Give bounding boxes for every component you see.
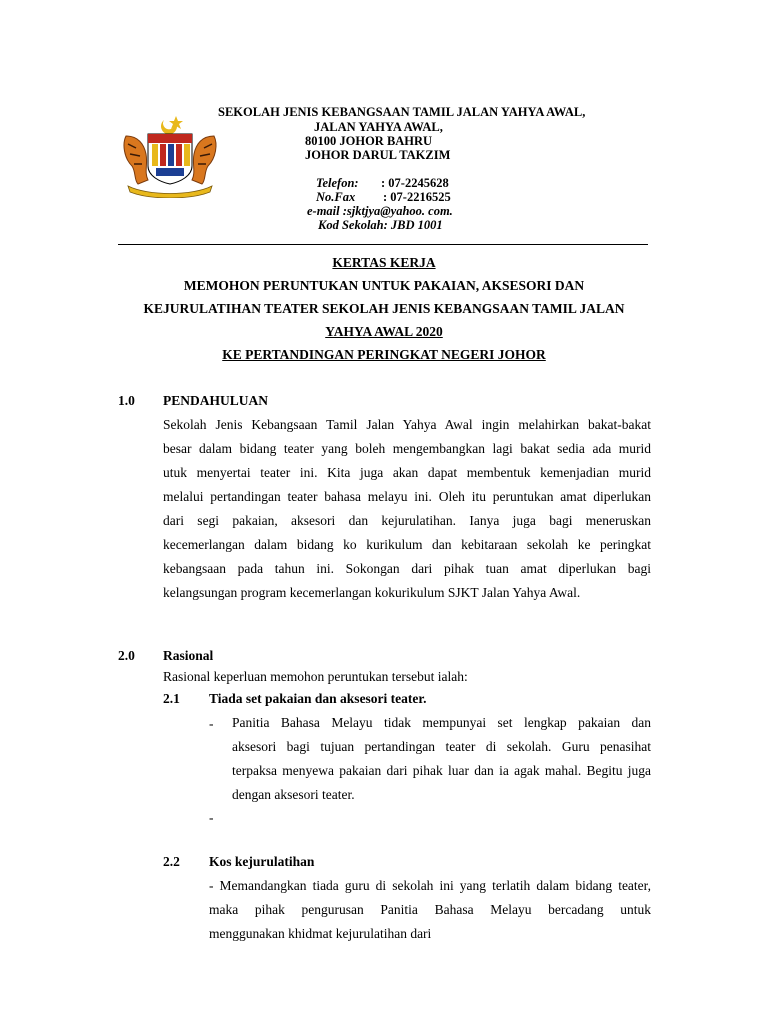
school-name: SEKOLAH JENIS KEBANGSAAN TAMIL JALAN YAHYA AWAL, [218, 105, 586, 119]
doc-title-line-4 [100, 324, 668, 340]
subsection-2-2-number: 2.2 [163, 854, 180, 869]
section-1-line: kecemerlangan dalam bidang ko kurikulum dan kebitaraan sekolah ke peringkat [163, 537, 651, 552]
section-1-line: Sekolah Jenis Kebangsaan Tamil Jalan Yahya Awal ingin melahirkan bakat-bakat [163, 417, 651, 432]
section-1-line: utuk menyertai teater ini. Kita juga akan dapat membentuk kemenjadian murid [163, 465, 651, 480]
doc-title-line-3: KEJURULATIHAN TEATER SEKOLAH JENIS KEBANGSAAN TAMIL JALAN [143, 301, 625, 316]
subsection-2-2-line: - Memandangkan tiada guru di sekolah ini yang terlatih dalam bidang teater, [209, 878, 651, 893]
title-line-1: KERTAS KERJA [332, 255, 436, 270]
title-line-4-text: YAHYA AWAL 2020 [325, 324, 443, 339]
subsection-2-2-line: menggunakan khidmat kejurulatihan dari [209, 926, 432, 941]
section-1-line: melalui pertandingan teater bahasa melayu ini. Oleh itu peruntukan amat diperlukan [163, 489, 651, 504]
subsection-2-2-line: maka pihak pengurusan Panitia Bahasa Melayu bercadang untuk [209, 902, 651, 917]
section-2-heading: Rasional [163, 648, 214, 663]
doc-title-kertas-kerja [100, 255, 668, 271]
doc-title-line-2: MEMOHON PERUNTUKAN UNTUK PAKAIAN, AKSESORI DAN [183, 278, 585, 293]
section-1-line: dari segi pakaian, aksesori dan kejurulatihan. Ianya juga bagi meneruskan [163, 513, 651, 528]
section-1-number: 1.0 [118, 393, 135, 408]
title-line-5-text: KE PERTANDINGAN PERINGKAT NEGERI JOHOR [222, 347, 546, 362]
subsection-2-1-line: terpaksa menyewa pakaian dari pihak luar dan ia agak mahal. Begitu juga [232, 763, 651, 778]
letterhead-divider [118, 244, 648, 245]
address-road: JALAN YAHYA AWAL, [314, 120, 443, 134]
subsection-2-2-heading: Kos kejurulatihan [209, 854, 315, 869]
phone-value: : 07-2245628 [381, 176, 449, 190]
school-code: Kod Sekolah: JBD 1001 [318, 218, 443, 232]
fax-label: No.Fax [316, 190, 356, 204]
subsection-2-1-line: aksesori bagi tujuan pertandingan teater di sekolah. Guru penasihat [232, 739, 651, 754]
subsection-2-1-line: dengan aksesori teater. [232, 787, 355, 802]
malaysia-coat-of-arms-icon [118, 114, 222, 198]
bullet-dash: - [209, 716, 214, 731]
section-1-line: besar dalam bidang teater yang boleh mengembangkan lagi bakat sedia ada murid [163, 441, 651, 456]
subsection-2-1-heading: Tiada set pakaian dan aksesori teater. [209, 691, 427, 706]
section-1-heading: PENDAHULUAN [163, 393, 269, 408]
subsection-2-1-line: Panitia Bahasa Melayu tidak mempunyai set lengkap pakaian dan [232, 715, 651, 730]
section-1-paragraph [163, 413, 651, 605]
address-state: JOHOR DARUL TAKZIM [305, 148, 451, 162]
subsection-2-1-paragraph [232, 711, 651, 807]
address-postcode: 80100 JOHOR BAHRU [305, 134, 433, 148]
email-line: e-mail :sjktjya@yahoo. com. [307, 204, 453, 218]
section-1-line: kebangsaan pada tahun ini. Sokongan dari pihak tuan amat diperlukan bagi [163, 561, 651, 576]
subsection-2-1-number: 2.1 [163, 691, 180, 706]
section-1-line: kelangsungan program kecemerlangan kokurikulum SJKT Jalan Yahya Awal. [163, 585, 581, 600]
fax-value: : 07-2216525 [383, 190, 451, 204]
empty-bullet-dash: - [209, 810, 214, 825]
phone-label: Telefon: [316, 176, 359, 190]
section-2-number: 2.0 [118, 648, 135, 663]
section-2-intro: Rasional keperluan memohon peruntukan tersebut ialah: [163, 669, 468, 684]
subsection-2-2-paragraph [209, 874, 651, 946]
doc-title-line-5 [100, 347, 668, 363]
